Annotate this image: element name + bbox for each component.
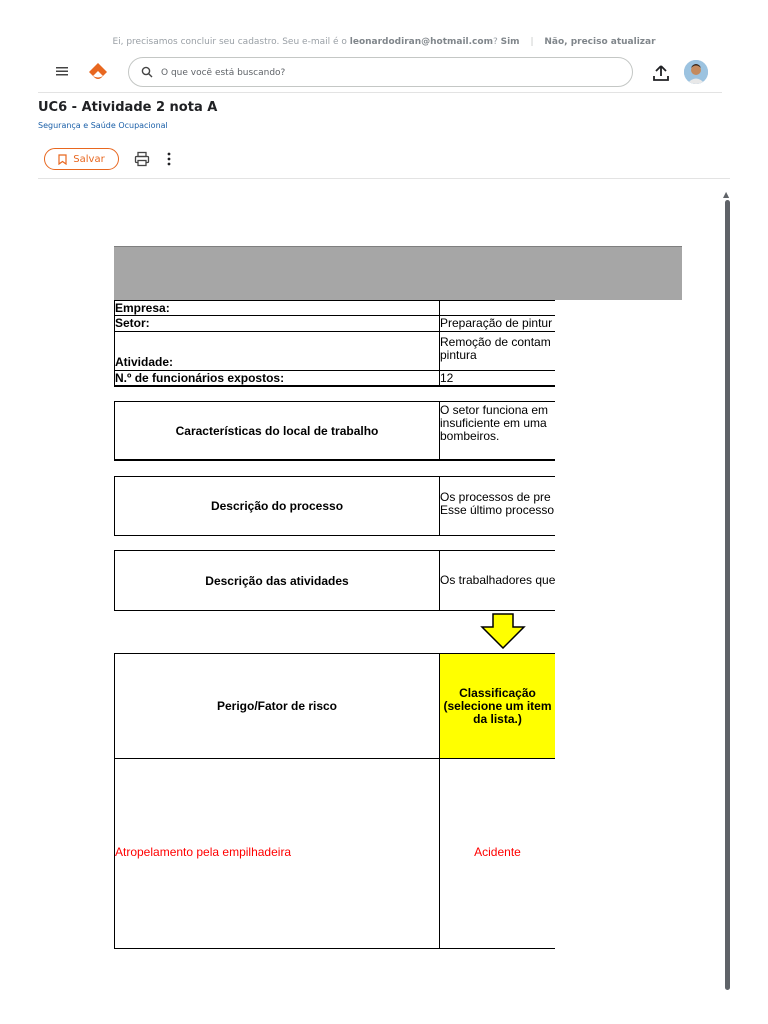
search-icon [141, 66, 153, 78]
upload-icon[interactable] [651, 63, 671, 83]
info-label-setor: Setor: [115, 316, 150, 330]
scroll-up-icon[interactable]: ▲ [723, 190, 730, 199]
save-button[interactable] [44, 148, 119, 170]
info-label-empresa: Empresa: [115, 301, 170, 315]
down-arrow-icon [480, 613, 526, 649]
workplace-value: O setor funciona em insuficiente em uma bombeiros. [440, 404, 549, 443]
scrollbar-thumb[interactable] [725, 200, 730, 990]
process-label: Descrição do processo [210, 499, 344, 513]
banner-yes-link[interactable]: Sim [500, 37, 520, 47]
banner-no-link[interactable]: Não, preciso atualizar [544, 37, 656, 47]
info-value-setor: Preparação de pintur [440, 316, 553, 330]
section-divider [38, 178, 730, 179]
process-value: Os processos de pre Esse último processo [440, 491, 555, 517]
document-subtitle[interactable]: Segurança e Saúde Ocupacional [38, 121, 168, 130]
hazard-cell: Atropelamento pela empilhadeira [115, 845, 292, 859]
document-title: UC6 - Atividade 2 nota A [38, 100, 218, 115]
info-label-funcionarios: N.º de funcionários expostos: [115, 371, 285, 385]
banner-question: ? [492, 37, 498, 47]
banner-text: Ei, precisamos concluir seu cadastro. Seu e-mail é o [112, 37, 347, 47]
menu-icon[interactable] [55, 64, 69, 78]
banner-email: leonardodiran@hotmail.com [349, 37, 493, 47]
classification-header: Classificação (selecione um item da lista.) [443, 685, 552, 726]
info-value-atividade: Remoção de contam pintura [440, 336, 551, 362]
save-button-label: Salvar [73, 153, 105, 165]
grid-line [114, 385, 555, 387]
signup-banner [0, 37, 768, 47]
grid-line [114, 300, 555, 301]
workplace-label: Características do local de trabalho [175, 423, 379, 438]
banner-separator: | [530, 37, 534, 47]
logo-icon[interactable] [87, 61, 109, 83]
sheet-header-band [114, 246, 682, 300]
grid-line [114, 758, 555, 759]
info-label-atividade: Atividade: [115, 355, 174, 369]
print-icon[interactable] [134, 151, 150, 167]
hazard-header: Perigo/Fator de risco [216, 699, 338, 713]
header-divider [38, 92, 722, 93]
activities-label: Descrição das atividades [205, 573, 349, 588]
bookmark-icon [58, 154, 67, 165]
classification-cell[interactable]: Acidente [474, 845, 521, 859]
search-bar[interactable] [128, 57, 633, 87]
search-input[interactable] [159, 63, 603, 83]
avatar[interactable] [684, 60, 708, 84]
activities-value: Os trabalhadores que [440, 573, 555, 587]
info-value-funcionarios: 12 [440, 371, 454, 385]
grid-line [114, 331, 555, 332]
more-vert-icon[interactable] [164, 151, 174, 167]
